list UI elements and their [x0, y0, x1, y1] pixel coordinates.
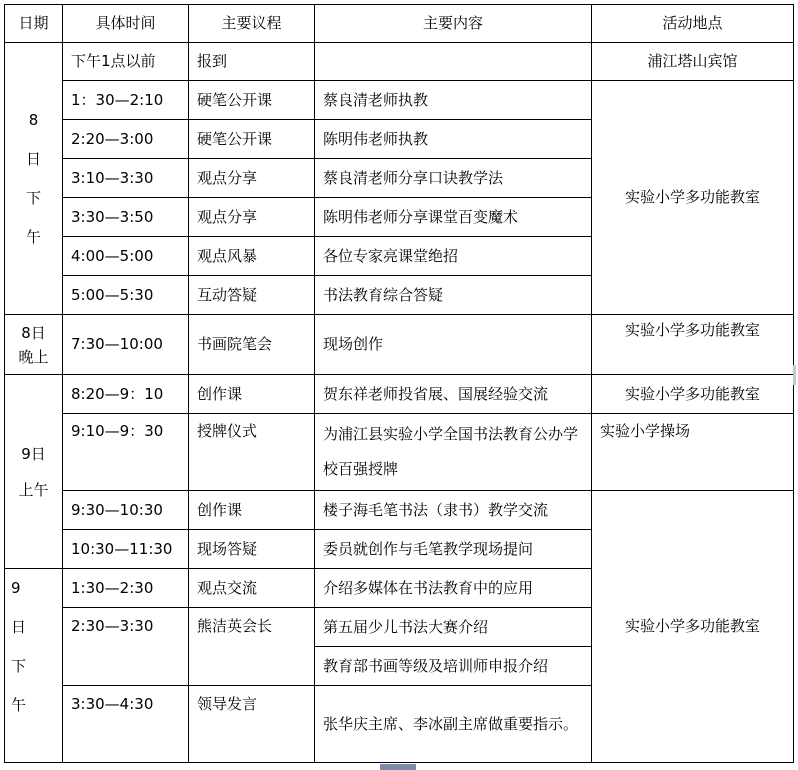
content-cell: 书法教育综合答疑 [315, 276, 592, 315]
content-cell: 介绍多媒体在书法教育中的应用 [315, 569, 592, 608]
agenda-cell: 硬笔公开课 [189, 81, 315, 120]
location-cell: 实验小学操场 [592, 414, 794, 491]
agenda-cell: 现场答疑 [189, 530, 315, 569]
location-cell: 实验小学多功能教室 [592, 81, 794, 315]
table-row [5, 43, 794, 81]
agenda-cell: 互动答疑 [189, 276, 315, 315]
agenda-cell: 授牌仪式 [189, 414, 315, 491]
agenda-cell: 创作课 [189, 491, 315, 530]
header-row [5, 5, 794, 43]
agenda-cell: 硬笔公开课 [189, 120, 315, 159]
time-cell: 8:20—9：10 [63, 375, 189, 414]
header-date: 日期 [5, 5, 63, 43]
time-cell: 9:10—9：30 [63, 414, 189, 491]
location-cell: 实验小学多功能教室 [592, 491, 794, 763]
time-cell: 7:30—10:00 [63, 315, 189, 375]
content-cell: 教育部书画等级及培训师申报介绍 [315, 647, 592, 686]
time-cell: 3:30—3:50 [63, 198, 189, 237]
content-cell: 现场创作 [315, 315, 592, 375]
time-cell: 3:10—3:30 [63, 159, 189, 198]
time-cell: 1：30—2:10 [63, 81, 189, 120]
content-cell: 第五届少儿书法大赛介绍 [315, 608, 592, 647]
time-cell: 3:30—4:30 [63, 686, 189, 763]
location-cell: 实验小学多功能教室 [592, 315, 794, 375]
page-resize-handle[interactable] [380, 764, 416, 770]
time-cell: 9:30—10:30 [63, 491, 189, 530]
content-cell: 张华庆主席、李冰副主席做重要指示。 [315, 686, 592, 763]
content-cell: 委员就创作与毛笔教学现场提问 [315, 530, 592, 569]
agenda-cell: 观点分享 [189, 159, 315, 198]
table-row [5, 491, 794, 530]
content-cell: 陈明伟老师执教 [315, 120, 592, 159]
table-row [5, 315, 794, 375]
time-cell: 2:20—3:00 [63, 120, 189, 159]
date-cell-9pm [5, 569, 63, 763]
header-agenda: 主要议程 [189, 5, 315, 43]
time-cell: 5:00—5:30 [63, 276, 189, 315]
content-cell: 贺东祥老师投省展、国展经验交流 [315, 375, 592, 414]
table-row [5, 414, 794, 491]
content-cell: 楼子海毛笔书法（隶书）教学交流 [315, 491, 592, 530]
content-cell [315, 43, 592, 81]
date-label: 9日上午 [18, 444, 49, 499]
table-row [5, 81, 794, 120]
agenda-cell: 报到 [189, 43, 315, 81]
time-cell: 2:30—3:30 [63, 608, 189, 686]
table-row [5, 375, 794, 414]
time-cell: 下午1点以前 [63, 43, 189, 81]
time-cell: 10:30—11:30 [63, 530, 189, 569]
date-cell-8pm [5, 43, 63, 315]
location-cell: 浦江塔山宾馆 [592, 43, 794, 81]
date-label: 8日下午 [25, 110, 41, 246]
agenda-cell: 观点风暴 [189, 237, 315, 276]
content-cell: 为浦江县实验小学全国书法教育公办学校百强授牌 [315, 414, 592, 491]
location-cell: 实验小学多功能教室 [592, 375, 794, 414]
schedule-table [4, 4, 794, 763]
date-cell-8eve [5, 315, 63, 375]
time-cell: 1:30—2:30 [63, 569, 189, 608]
header-location: 活动地点 [592, 5, 794, 43]
date-label: 9日下午 [11, 579, 27, 714]
content-cell: 各位专家亮课堂绝招 [315, 237, 592, 276]
agenda-cell: 书画院笔会 [189, 315, 315, 375]
time-cell: 4:00—5:00 [63, 237, 189, 276]
content-cell: 蔡良清老师分享口诀教学法 [315, 159, 592, 198]
date-label: 8日晚上 [18, 323, 49, 366]
agenda-cell: 观点分享 [189, 198, 315, 237]
content-cell: 蔡良清老师执教 [315, 81, 592, 120]
content-cell: 陈明伟老师分享课堂百变魔术 [315, 198, 592, 237]
header-time: 具体时间 [63, 5, 189, 43]
agenda-cell: 创作课 [189, 375, 315, 414]
scroll-edge-marker [793, 365, 796, 385]
header-content: 主要内容 [315, 5, 592, 43]
agenda-cell: 观点交流 [189, 569, 315, 608]
agenda-cell: 熊洁英会长 [189, 608, 315, 686]
date-cell-9am [5, 375, 63, 569]
agenda-cell: 领导发言 [189, 686, 315, 763]
